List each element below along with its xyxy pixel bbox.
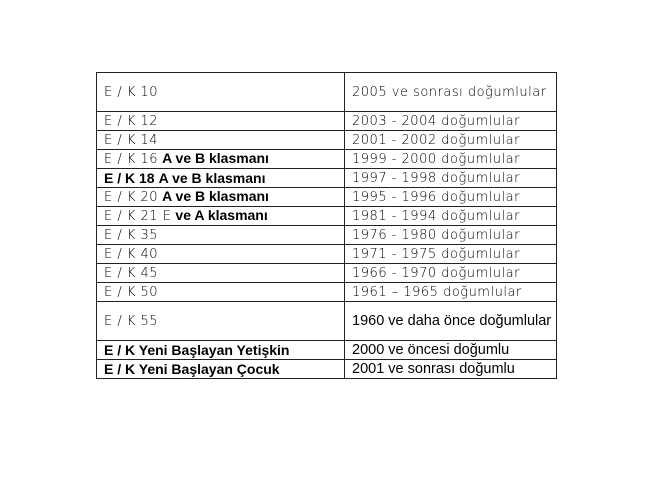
category-cell: [97, 112, 345, 131]
table-row: [97, 245, 557, 264]
category-label: E / K 14: [104, 133, 159, 148]
category-cell: [97, 264, 345, 283]
birth-years-text: 2001 - 2002 doğumlular: [352, 133, 520, 148]
category-label: E / K 50: [104, 285, 159, 300]
category-label: E / K Yeni Başlayan Çocuk: [104, 360, 280, 377]
table-row: [97, 112, 557, 131]
birth-years-text: 1976 - 1980 doğumlular: [352, 228, 520, 243]
birth-years-text: 1961 – 1965 doğumlular: [352, 285, 522, 300]
class-note: A ve B klasmanı: [158, 169, 266, 186]
category-label: E / K 40: [104, 247, 159, 262]
category-label: E / K 21 E: [104, 209, 172, 224]
birth-years-text: 2000 ve öncesi doğumlu: [352, 342, 510, 358]
category-label: E / K 12: [104, 114, 159, 129]
birth-years-cell: [345, 112, 557, 131]
category-cell: [97, 150, 345, 169]
category-label: E / K 10: [104, 85, 159, 100]
category-cell: [97, 302, 345, 341]
category-label: E / K 55: [104, 314, 159, 329]
birth-years-cell: [345, 169, 557, 188]
table-row: [97, 188, 557, 207]
birth-years-cell: [345, 360, 557, 379]
birth-years-cell: [345, 150, 557, 169]
birth-years-cell: [345, 245, 557, 264]
birth-years-cell: [345, 73, 557, 112]
birth-years-cell: [345, 264, 557, 283]
category-label: E / K 18: [104, 169, 155, 186]
category-label: E / K 20: [104, 190, 159, 205]
category-label: E / K Yeni Başlayan Yetişkin: [104, 341, 290, 358]
table-row: [97, 341, 557, 360]
table-row: [97, 207, 557, 226]
table-row: [97, 131, 557, 150]
category-cell: [97, 341, 345, 360]
birth-years-cell: [345, 207, 557, 226]
birth-years-cell: [345, 188, 557, 207]
birth-years-text: 2005 ve sonrası doğumlular: [352, 84, 547, 100]
birth-years-cell: [345, 131, 557, 150]
birth-years-cell: [345, 341, 557, 360]
age-category-table: [96, 72, 557, 379]
table-row: [97, 73, 557, 112]
class-note: A ve B klasmanı: [162, 188, 269, 204]
birth-years-text: 2001 ve sonrası doğumlu: [352, 361, 515, 377]
birth-years-cell: [345, 302, 557, 341]
birth-years-text: 2003 - 2004 doğumlular: [352, 114, 520, 129]
birth-years-cell: [345, 283, 557, 302]
category-label: E / K 35: [104, 228, 159, 243]
birth-years-text: 1995 - 1996 doğumlular: [352, 190, 520, 205]
category-cell: [97, 73, 345, 112]
category-cell: [97, 207, 345, 226]
table-row: [97, 264, 557, 283]
category-cell: [97, 131, 345, 150]
birth-years-text: 1981 - 1994 doğumlular: [352, 209, 520, 224]
birth-years-text: 1966 - 1970 doğumlular: [352, 266, 520, 281]
class-note: A ve B klasmanı: [162, 150, 269, 166]
birth-years-text: 1999 - 2000 doğumlular: [352, 152, 520, 167]
category-label: E / K 45: [104, 266, 159, 281]
birth-years-cell: [345, 226, 557, 245]
table-row: [97, 169, 557, 188]
table-row: [97, 283, 557, 302]
birth-years-text: 1971 - 1975 doğumlular: [352, 247, 520, 262]
category-cell: [97, 169, 345, 188]
birth-years-text: 1997 - 1998 doğumlular: [352, 171, 520, 186]
category-cell: [97, 188, 345, 207]
class-note: ve A klasmanı: [175, 207, 268, 223]
table-row: [97, 360, 557, 379]
birth-years-text: 1960 ve daha önce doğumlular: [352, 313, 552, 329]
category-cell: [97, 283, 345, 302]
table-row: [97, 226, 557, 245]
category-cell: [97, 226, 345, 245]
category-label: E / K 16: [104, 152, 159, 167]
table-row: [97, 302, 557, 341]
category-cell: [97, 360, 345, 379]
category-cell: [97, 245, 345, 264]
table-row: [97, 150, 557, 169]
